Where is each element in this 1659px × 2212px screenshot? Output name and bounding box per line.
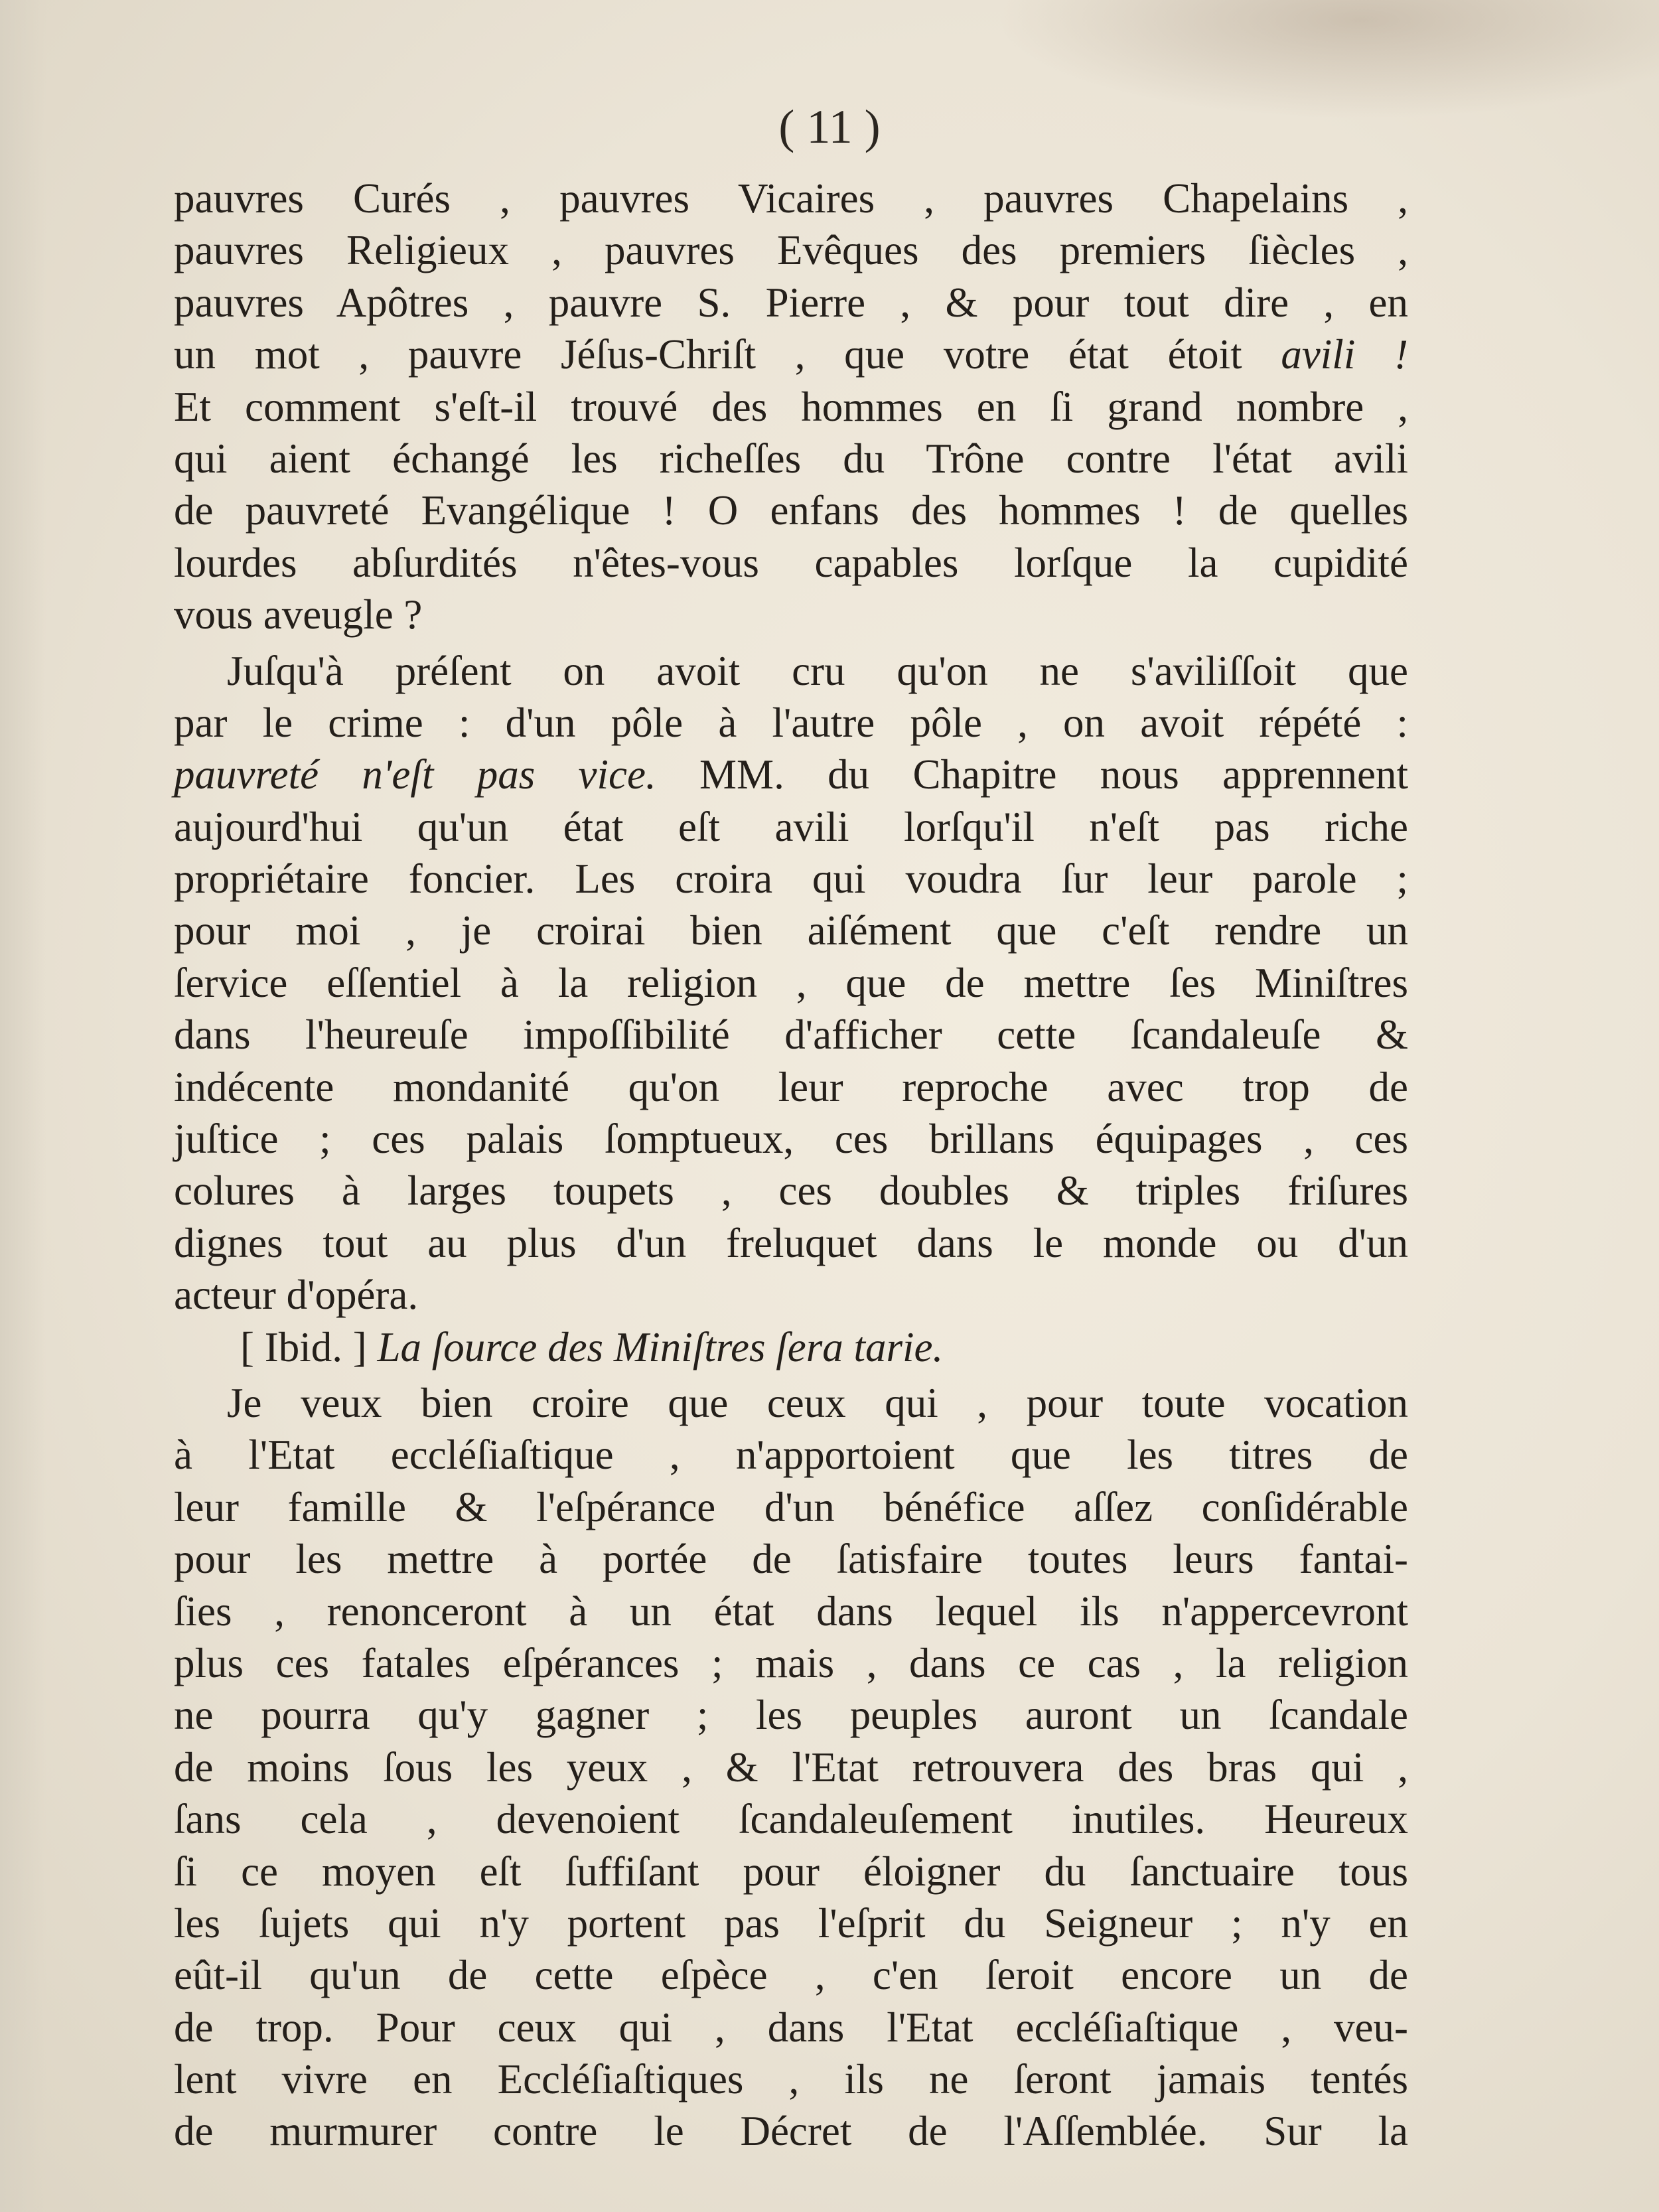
text-line: pauvres Apôtres , pauvre S. Pierre , & pour tout dire , en bbox=[174, 279, 1408, 326]
text-line: lent vivre en Eccléſiaſtiques , ils ne ſeront jamais tentés bbox=[174, 2056, 1408, 2103]
text-segment: MM. du Chapitre nous apprennent bbox=[656, 751, 1409, 798]
page-edge bbox=[0, 0, 46, 2212]
text-line: vous aveugle ? bbox=[174, 591, 423, 638]
text-line: ſervice eſſentiel à la religion , que de mettre ſes Miniſtres bbox=[174, 959, 1408, 1006]
text-line: de moins ſous les yeux , & l'Etat retrouvera des bras qui , bbox=[174, 1743, 1408, 1791]
text-line: propriétaire foncier. Les croira qui voudra ſur leur parole ; bbox=[174, 855, 1408, 903]
text-line: lourdes abſurdités n'êtes-vous capables lorſque la cupidité bbox=[174, 539, 1408, 586]
text-line: les ſujets qui n'y portent pas l'eſprit du Seigneur ; n'y en bbox=[174, 1899, 1408, 1947]
text-line: pour moi , je croirai bien aiſément que c'eſt rendre un bbox=[174, 907, 1408, 954]
text-line: par le crime : d'un pôle à l'autre pôle , on avoit répété : bbox=[174, 699, 1408, 746]
text-segment: un mot , pauvre Jéſus-Chriſt , que votre état étoit bbox=[174, 331, 1281, 378]
text-line bbox=[174, 749, 1408, 800]
text-line: Juſqu'à préſent on avoit cru qu'on ne s'aviliſſoit que bbox=[227, 647, 1408, 694]
text-line: Je veux bien croire que ceux qui , pour toute vocation bbox=[227, 1379, 1408, 1426]
text-line: colures à larges toupets , ces doubles & triples friſures bbox=[174, 1167, 1408, 1215]
text-line: indécente mondanité qu'on leur reproche avec trop de bbox=[174, 1063, 1408, 1110]
text-line: de murmurer contre le Décret de l'Aſſemblée. Sur la bbox=[174, 2108, 1408, 2155]
italic-emphasis: avili ! bbox=[1281, 331, 1409, 378]
rubric-quote: La ſource des Miniſtres ſera tarie. bbox=[377, 1323, 944, 1370]
text-line: qui aient échangé les richeſſes du Trône contre l'état avili bbox=[174, 435, 1408, 482]
text-line: pauvres Religieux , pauvres Evêques des premiers ſiècles , bbox=[174, 227, 1408, 274]
text-line: acteur d'opéra. bbox=[174, 1272, 419, 1319]
text-line: pour les mettre à portée de ſatisfaire toutes leurs fantai- bbox=[174, 1536, 1408, 1583]
text-line: ſi ce moyen eſt ſuffiſant pour éloigner du ſanctuaire tous bbox=[174, 1848, 1408, 1895]
italic-emphasis: pauvreté n'eſt pas vice. bbox=[174, 751, 656, 798]
rubric-reference: [ Ibid. ] bbox=[240, 1323, 367, 1370]
text-line: leur famille & l'eſpérance d'un bénéfice aſſez conſidérable bbox=[174, 1483, 1408, 1530]
text-line: aujourd'hui qu'un état eſt avili lorſqu'il n'eſt pas riche bbox=[174, 803, 1408, 850]
text-line: pauvres Curés , pauvres Vicaires , pauvres Chapelains , bbox=[174, 175, 1408, 222]
page-number: ( 11 ) bbox=[778, 100, 881, 153]
text-line: juſtice ; ces palais ſomptueux, ces brillans équipages , ces bbox=[174, 1116, 1408, 1163]
text-line: dignes tout au plus d'un freluquet dans le monde ou d'un bbox=[174, 1219, 1408, 1266]
text-line: dans l'heureuſe impoſſibilité d'afficher cette ſcandaleuſe & bbox=[174, 1011, 1408, 1059]
text-line: de trop. Pour ceux qui , dans l'Etat eccléſiaſtique , veu- bbox=[174, 2004, 1408, 2051]
text-line: Et comment s'eſt-il trouvé des hommes en ſi grand nombre , bbox=[174, 383, 1408, 430]
text-line: eût-il qu'un de cette eſpèce , c'en ſeroit encore un de bbox=[174, 1952, 1408, 1999]
text-line bbox=[174, 329, 1408, 380]
body-text bbox=[174, 173, 1408, 2158]
text-line: à l'Etat eccléſiaſtique , n'apportoient que les titres de bbox=[174, 1432, 1408, 1479]
text-line: de pauvreté Evangélique ! O enfans des hommes ! de quelles bbox=[174, 487, 1408, 534]
text-line: ne pourra qu'y gagner ; les peuples auront un ſcandale bbox=[174, 1692, 1408, 1739]
rubric-line bbox=[174, 1321, 1408, 1373]
text-line: ſans cela , devenoient ſcandaleuſement inutiles. Heureux bbox=[174, 1796, 1408, 1843]
text-line: plus ces fatales eſpérances ; mais , dans ce cas , la religion bbox=[174, 1639, 1408, 1686]
text-line: ſies , renonceront à un état dans lequel ils n'appercevront bbox=[174, 1587, 1408, 1635]
